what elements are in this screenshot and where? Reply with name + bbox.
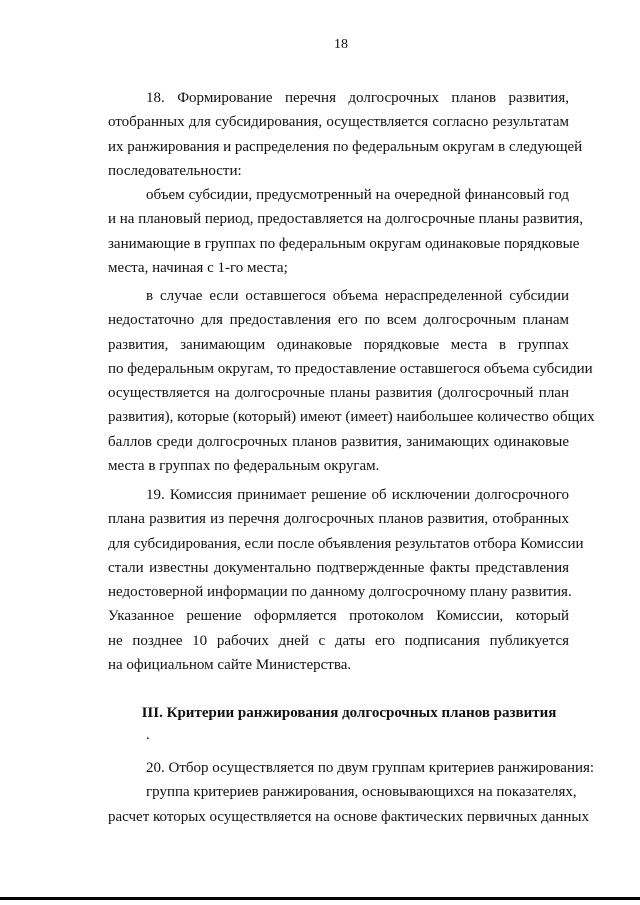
text-line: места в группах по федеральным округам.: [108, 458, 380, 475]
paragraph-19: [108, 483, 584, 677]
text-line: отобранных для субсидирования, осуществляется согласно результатам: [108, 114, 569, 131]
text-line: недостаточно для предоставления его по всем долгосрочным планам: [108, 312, 569, 329]
text-line: места, начиная с 1-го места;: [108, 259, 288, 276]
text-line: объем субсидии, предусмотренный на очередной финансовый год: [146, 187, 569, 203]
page-number: 18: [334, 37, 348, 52]
text-line: по федеральным округам, то предоставление оставшегося объема субсидии: [108, 360, 593, 377]
text-line: 19. Комиссия принимает решение об исключении долгосрочного: [146, 487, 569, 503]
text-line: группа критериев ранжирования, основывающихся на показателях,: [146, 784, 577, 801]
paragraph-18: [108, 86, 583, 183]
text-line: Указанное решение оформляется протоколом Комиссии, который: [108, 608, 569, 625]
text-line: развития, занимающим одинаковые порядковые места в группах: [108, 336, 569, 353]
text-line: на официальном сайте Министерства.: [108, 657, 352, 674]
text-line: стали известны документально подтвержденные факты представления: [108, 559, 569, 576]
text-line: и на плановый период, предоставляется на долгосрочные планы развития,: [108, 211, 584, 228]
text-line: расчет которых осуществляется на основе фактических первичных данных: [108, 808, 589, 825]
text-line: не позднее 10 рабочих дней с даты его подписания публикуется: [108, 632, 569, 649]
text-line: 18. Формирование перечня долгосрочных планов развития,: [146, 90, 569, 106]
text-line: для субсидирования, если после объявления результатов отбора Комиссии: [108, 535, 584, 552]
text-line: развития), которые (который) имеют (имеет) наибольшее количество общих: [108, 409, 595, 426]
section-heading: III. Критерии ранжирования долгосрочных планов развития: [141, 705, 557, 721]
text-line: плана развития из перечня долгосрочных планов развития, отобранных: [108, 511, 569, 528]
bottom-edge-line: [0, 897, 640, 900]
stray-dot: .: [146, 727, 150, 743]
paragraph-subsidy-volume: [108, 183, 584, 280]
text-line: осуществляется на долгосрочные планы развития (долгосрочный план: [108, 385, 569, 402]
text-line: последовательности:: [108, 162, 242, 179]
text-line: 20. Отбор осуществляется по двум группам критериев ранжирования:: [146, 760, 595, 776]
text-line: недостоверной информации по данному долгосрочному плану развития.: [108, 584, 572, 601]
paragraph-remaining-subsidy: [108, 284, 595, 478]
text-line: занимающие в группах по федеральным округам одинаковые порядковые: [108, 235, 580, 252]
text-line: баллов среди долгосрочных планов развития, занимающих одинаковые: [108, 433, 569, 450]
text-line: их ранжирования и распределения по федеральным округам в следующей: [108, 138, 583, 155]
text-line: в случае если оставшегося объема нераспределенной субсидии: [146, 288, 569, 304]
paragraph-20: [108, 756, 595, 829]
